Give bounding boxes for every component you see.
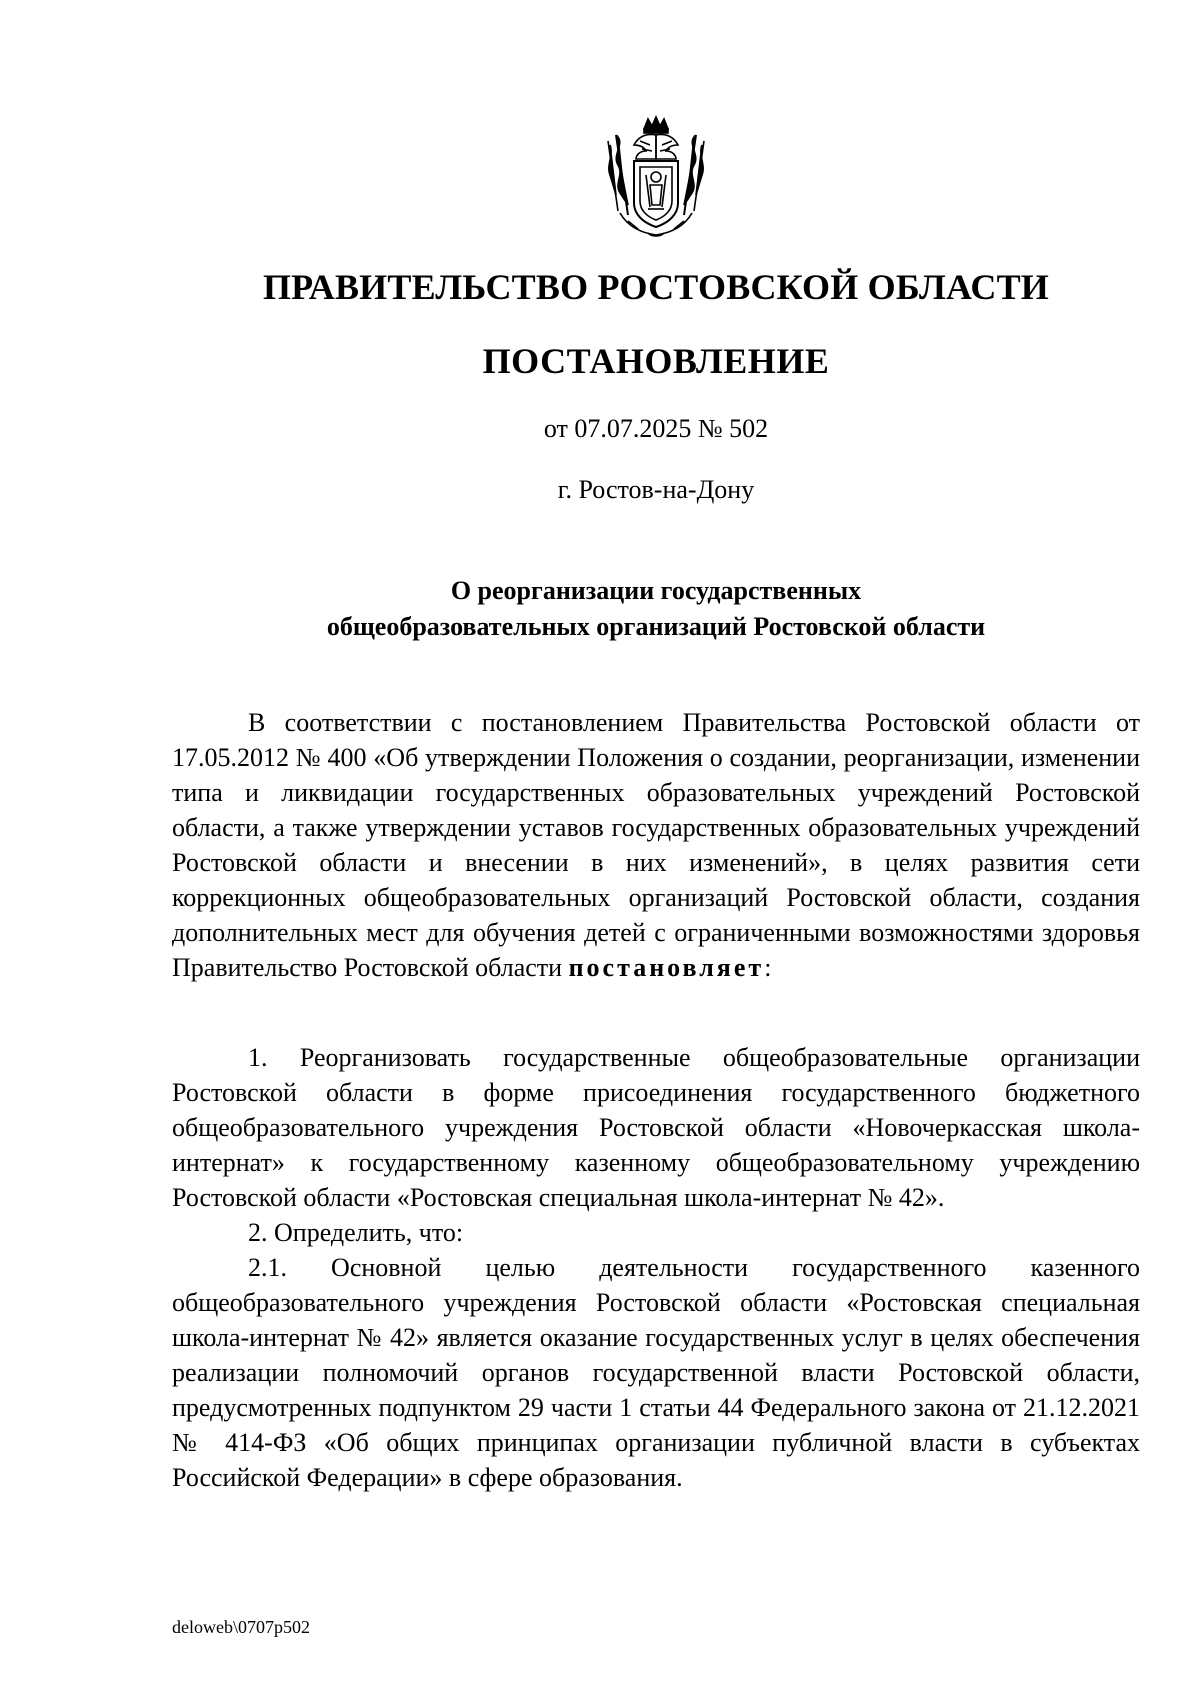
document-date-number: от 07.07.2025 № 502 xyxy=(543,414,769,443)
preamble-section xyxy=(172,705,1140,985)
document-city: г. Ростов-на-Дону xyxy=(557,475,755,504)
resolution-keyword: постановляет xyxy=(568,953,765,982)
resolution-item: 2. Определить, что: xyxy=(248,1218,464,1247)
preamble-paragraph xyxy=(172,705,1140,985)
document-type-title: ПОСТАНОВЛЕНИЕ xyxy=(482,341,830,381)
resolution-items xyxy=(172,1040,1140,1495)
preamble-text: В соответствии с постановлением Правительства Ростовской области от 17.05.2012 № 400 «Об утверждении Положения о создании, реорганизации, изменении типа и ликвидации государственных образовательных учреждений Ростовской области, а также утверждении уставов государственных образовательных учреждений Ростовской области и внесении в них изменений», в целях развития сети коррекционных общеобразовательных организаций Ростовской области, создания дополнительных мест для обучения детей с ограниченными возможностями здоровья Правительство Ростовской области xyxy=(172,708,1140,982)
subject-line: О реорганизации государственных xyxy=(450,576,862,605)
preamble-end: : xyxy=(764,953,772,982)
coat-of-arms-icon xyxy=(598,115,714,239)
document-subject xyxy=(172,573,1140,645)
organization-title: ПРАВИТЕЛЬСТВО РОСТОВСКОЙ ОБЛАСТИ xyxy=(262,267,1050,307)
resolution-item: 2.1. Основной целью деятельности государственного казенного общеобразовательного учреждения Ростовской области «Ростовская специальная школа-интернат № 42» является оказание государственных услуг в целях обеспечения реализации полномочий органов государственной власти Ростовской области, предусмотренных подпунктом 29 части 1 статьи 44 Федерального закона от 21.12.2021 № 414-ФЗ «Об общих принципах организации публичной власти в субъектах Российской Федерации» в сфере образования. xyxy=(172,1253,1140,1492)
document-file-code: deloweb\0707p502 xyxy=(172,1617,310,1637)
subject-line: общеобразовательных организаций Ростовской области xyxy=(326,612,986,641)
resolution-item: 1. Реорганизовать государственные общеобразовательные организации Ростовской области в форме присоединения государственного бюджетного общеобразовательного учреждения Ростовской области «Новочеркасская школа-интернат» к государственному казенному общеобразовательному учреждению Ростовской области «Ростовская специальная школа-интернат № 42». xyxy=(172,1043,1140,1212)
